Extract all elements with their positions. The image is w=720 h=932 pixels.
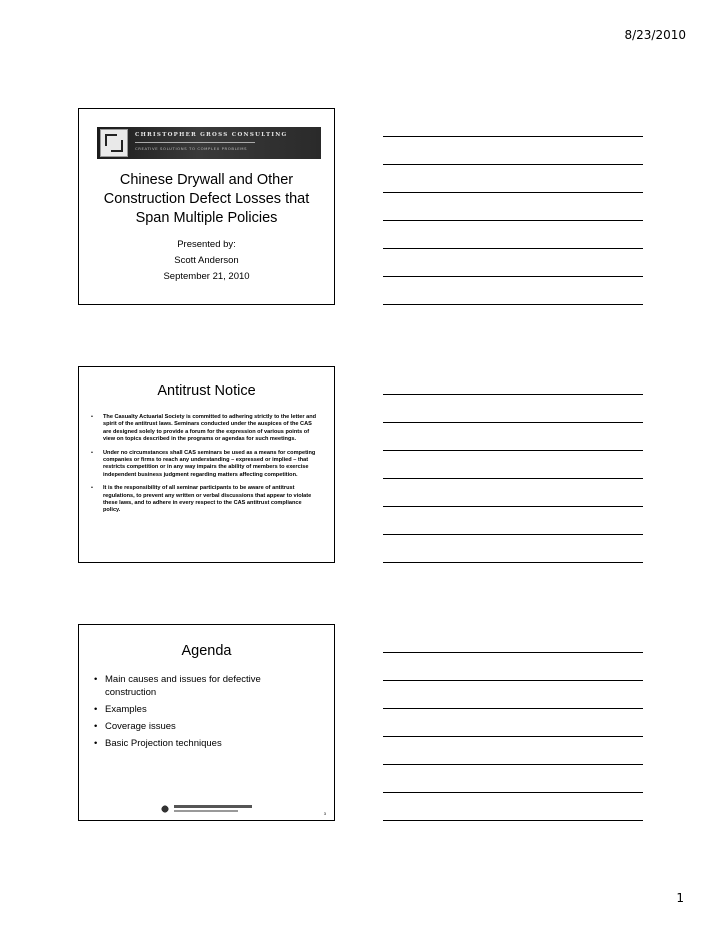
presenter-block bbox=[79, 237, 334, 285]
presenter-name: Scott Anderson bbox=[174, 255, 239, 266]
note-line bbox=[383, 164, 643, 165]
note-line bbox=[383, 764, 643, 765]
note-line bbox=[383, 506, 643, 507]
logo-divider bbox=[135, 142, 255, 143]
company-logo bbox=[97, 127, 321, 159]
note-line bbox=[383, 736, 643, 737]
list-item: • Examples bbox=[93, 703, 294, 716]
page-number: 1 bbox=[676, 891, 684, 905]
note-line bbox=[383, 450, 643, 451]
note-line bbox=[383, 680, 643, 681]
note-line bbox=[383, 708, 643, 709]
note-line bbox=[383, 562, 643, 563]
logo-mark-icon bbox=[100, 129, 128, 157]
note-line bbox=[383, 304, 643, 305]
note-line bbox=[383, 192, 643, 193]
slide-thumbnail-title bbox=[78, 108, 335, 305]
note-line bbox=[383, 248, 643, 249]
slide-thumbnail-antitrust bbox=[78, 366, 335, 563]
list-item: • Basic Projection techniques bbox=[93, 737, 294, 750]
presented-by-label: Presented by: bbox=[177, 239, 236, 250]
list-item: • Under no circumstances shall CAS seminars be used as a means for competing companies or firms to reach any understanding – expressed or implied – that restricts competition or in any way impairs the ability of members to exercise independent business judgment regarding matters affecting competition. bbox=[89, 450, 320, 480]
slide-title: Antitrust Notice bbox=[157, 383, 256, 399]
slide-number: 3 bbox=[323, 811, 326, 816]
logo-company-name: CHRISTOPHER GROSS CONSULTING bbox=[135, 132, 288, 138]
note-line bbox=[383, 422, 643, 423]
slide-title: Agenda bbox=[181, 643, 232, 659]
slide-thumbnail-agenda bbox=[78, 624, 335, 821]
note-line bbox=[383, 394, 643, 395]
presentation-title: Chinese Drywall and Other Construction Defect Losses that Span Multiple Policies bbox=[103, 172, 310, 226]
note-line bbox=[383, 276, 643, 277]
note-line bbox=[383, 136, 643, 137]
logo-tagline: CREATIVE SOLUTIONS TO COMPLEX PROBLEMS bbox=[135, 146, 248, 151]
note-line bbox=[383, 652, 643, 653]
footer-logo-icon bbox=[161, 803, 253, 815]
note-line bbox=[383, 820, 643, 821]
antitrust-bullet-list bbox=[89, 414, 320, 521]
header-date: 8/23/2010 bbox=[624, 28, 686, 42]
note-line bbox=[383, 534, 643, 535]
note-line bbox=[383, 478, 643, 479]
list-item: • Main causes and issues for defective construction bbox=[93, 673, 294, 699]
agenda-bullet-list bbox=[93, 673, 294, 754]
note-line bbox=[383, 220, 643, 221]
note-line bbox=[383, 792, 643, 793]
presentation-date: September 21, 2010 bbox=[163, 271, 250, 282]
list-item: • It is the responsibility of all seminar participants to be aware of antitrust regulations, to prevent any written or verbal discussions that appear to violate these laws, and to adhere in every respect to the CAS antitrust compliance policy. bbox=[89, 485, 320, 515]
list-item: • The Casualty Actuarial Society is committed to adhering strictly to the letter and spirit of the antitrust laws. Seminars conducted under the auspices of the CAS are designed solely to provide a forum for the expression of various points of view on topics described in the programs or agendas for such meetings. bbox=[89, 414, 320, 444]
list-item: • Coverage issues bbox=[93, 720, 294, 733]
